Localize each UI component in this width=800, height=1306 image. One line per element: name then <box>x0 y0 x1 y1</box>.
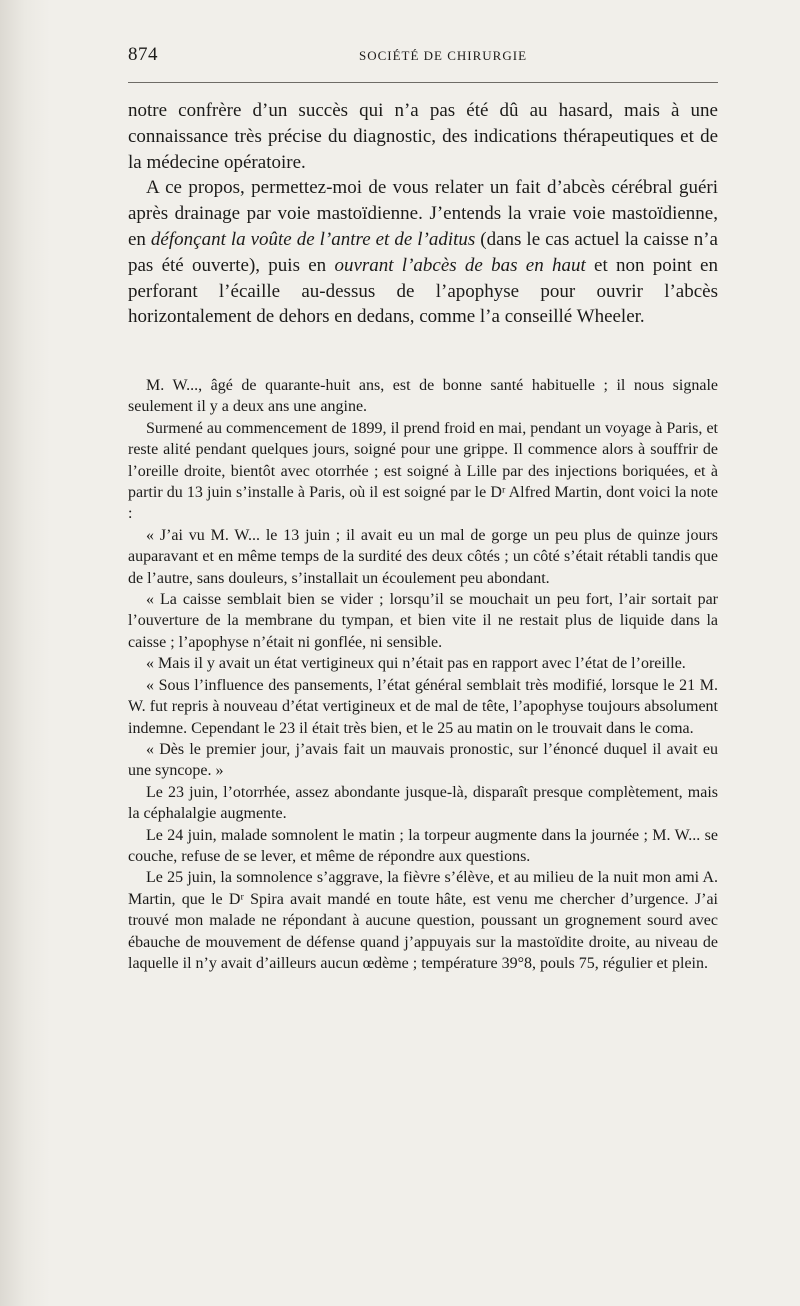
case-paragraph: « Mais il y avait un état vertigineux qui n’était pas en rapport avec l’état de l’oreille. <box>146 655 686 673</box>
text-run: (dans le cas actuel la caisse n’a pas été ouverte), puis en <box>128 228 718 276</box>
case-paragraph: Le 23 juin, l’otorrhée, assez abondante jusque-là, disparaît presque complètement, mais la céphalalgie augmente. <box>128 783 718 823</box>
page-header <box>128 44 718 70</box>
case-paragraph: « Sous l’influence des pansements, l’état général semblait très modifié, lorsque le 21 M. W. fut repris à nouveau d’état vertigineux et de mal de tête, l’apophyse toujours absolument indemne. Cependant le 23 il était très bien, et le 25 au matin on le trouvait dans le coma. <box>128 676 718 737</box>
page-number: 874 <box>128 44 158 65</box>
intro-paragraph <box>128 175 718 330</box>
italic-run: ouvrant l’abcès de bas en haut <box>334 254 586 276</box>
text-run: notre confrère d’un succès qui n’a pas été dû au hasard, mais à une connaissance très précise du diagnostic, des indications thérapeutiques et de la médecine opératoire. <box>128 100 718 173</box>
text-run: A ce propos, permettez-moi de vous relater un fait d’abcès cérébral guéri après drainage par voie mastoïdienne. J’entends la vraie voie mastoïdienne, en <box>128 177 718 250</box>
text-run: et non point en perforant l’écaille au-dessus de l’apophyse pour ouvrir l’abcès horizontalement de dehors en dedans, comme l’a conseillé Wheeler. <box>128 254 718 328</box>
header-rule <box>128 82 718 83</box>
case-paragraph: « La caisse semblait bien se vider ; lorsqu’il se mouchait un peu fort, l’air sortait par l’ouverture de la membrane du tympan, et bien vite il ne restait plus de liquide dans la caisse ; l’apophyse n’était ni gonflée, ni sensible. <box>128 591 718 651</box>
case-paragraph: Surmené au commencement de 1899, il prend froid en mai, pendant un voyage à Paris, et reste alité pendant quelques jours, soigné pour une grippe. Il commence alors à souffrir de l’oreille droite, bientôt avec otorrhée ; est soigné à Lille par des injections boriquées, et à partir du 13 juin s’installe à Paris, où il est soigné par le Dʳ Alfred Martin, dont voici la note : <box>128 419 718 523</box>
case-paragraph: « Dès le premier jour, j’avais fait un mauvais pronostic, sur l’énoncé duquel il avait eu une syncope. » <box>128 740 718 780</box>
italic-run: défonçant la voûte de l’antre et de l’aditus <box>150 228 476 250</box>
intro-paragraph <box>128 98 718 175</box>
case-paragraph: Le 25 juin, la somnolence s’aggrave, la fièvre s’élève, et au milieu de la nuit mon ami A. Martin, que le Dʳ Spira avait mandé en toute hâte, est venu me chercher d’urgence. J’ai trouvé mon malade ne répondant à aucune question, poussant un grognement sourd avec ébauche de mouvement de défense quand j’appuyais sur la mastoïdite droite, au niveau de laquelle il n’y avait d’ailleurs aucun œdème ; température 39°8, pouls 75, régulier et plein. <box>128 869 718 972</box>
case-paragraph: Le 24 juin, malade somnolent le matin ; la torpeur augmente dans la journée ; M. W... se couche, refuse de se lever, et même de répondre aux questions. <box>128 826 718 865</box>
page-edge-shadow <box>0 0 50 1306</box>
case-report <box>128 375 718 974</box>
case-paragraph: M. W..., âgé de quarante-huit ans, est de bonne santé habituelle ; il nous signale seulement il y a deux ans une angine. <box>128 377 718 416</box>
intro-text <box>128 98 718 330</box>
running-title: SOCIÉTÉ DE CHIRURGIE <box>358 48 528 63</box>
case-paragraph: « J’ai vu M. W... le 13 juin ; il avait eu un mal de gorge un peu plus de quinze jours auparavant et en même temps de la surdité des deux côtés ; un côté s’était rétabli tandis que de l’autre, sans douleurs, s’installait un écoulement peu abondant. <box>128 526 718 587</box>
